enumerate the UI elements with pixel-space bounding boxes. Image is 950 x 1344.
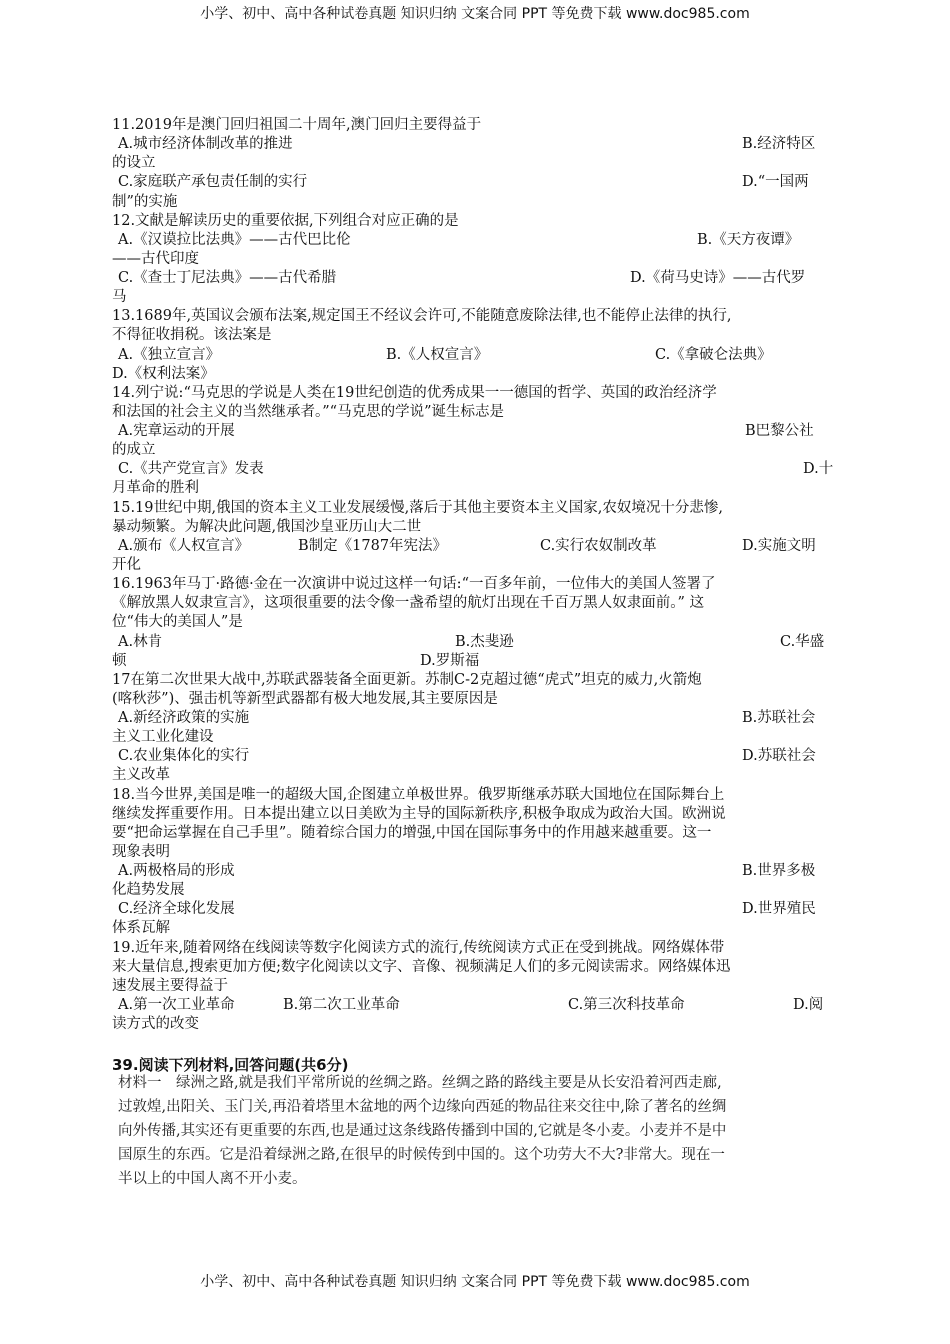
question-text: 18.当今世界,美国是唯一的超级大国,企图建立单极世界。俄罗斯继承苏联大国地位在国际舞台上 xyxy=(112,786,725,803)
answer-option: D.世界殖民 xyxy=(742,901,816,918)
question-text: 15.19世纪中期,俄国的资本主义工业发展缓慢,落后于其他主要资本主义国家,农奴境况十分悲惨, xyxy=(112,499,723,516)
question-text: 月革命的胜利 xyxy=(112,480,199,497)
question-text: ——古代印度 xyxy=(112,250,199,267)
answer-option: D.罗斯福 xyxy=(420,652,480,669)
answer-option: A.《独立宣言》 xyxy=(118,346,221,363)
answer-option: B.经济特区 xyxy=(742,136,816,153)
question-text: 马 xyxy=(112,289,127,306)
answer-option: A.宪章运动的开展 xyxy=(118,423,235,440)
question-39-title: 39.阅读下列材料,回答问题(共6分) xyxy=(112,1056,349,1074)
material-line: 向外传播,其实还有更重要的东西,也是通过这条线路传播到中国的,它就是冬小麦。小麦并不是中 xyxy=(118,1123,727,1139)
question-text: 化趋势发展 xyxy=(112,882,185,899)
answer-option: A.城市经济体制改革的推进 xyxy=(118,136,293,153)
question-text: 主义改革 xyxy=(112,767,170,784)
question-text: 不得征收捐税。该法案是 xyxy=(112,327,272,344)
material-line: 过敦煌,出阳关、玉门关,再沿着塔里木盆地的两个边缘向西延的物品往来交往中,除了著名的丝绸 xyxy=(118,1099,727,1115)
answer-option: B巴黎公社 xyxy=(745,423,814,440)
question-text: 11.2019年是澳门回归祖国二十周年,澳门回归主要得益于 xyxy=(112,117,482,133)
answer-option: B.《天方夜谭》 xyxy=(697,231,800,248)
question-text: 的设立 xyxy=(112,155,156,172)
answer-option: B.苏联社会 xyxy=(742,710,816,727)
answer-option: D.《荷马史诗》——古代罗 xyxy=(630,270,806,287)
material-line: 半以上的中国人离不开小麦。 xyxy=(118,1171,307,1187)
question-text: 暴动频繁。为解决此问题,俄国沙皇亚历山大二世 xyxy=(112,518,422,535)
answer-option: A.颁布《人权宣言》 xyxy=(118,537,250,554)
question-text: 现象表明 xyxy=(112,843,170,860)
question-text: 13.1689年,英国议会颁布法案,规定国王不经议会许可,不能随意废除法律,也不能停止法律的执行, xyxy=(112,308,732,325)
answer-option: D.《权利法案》 xyxy=(112,365,215,382)
answer-option: A.林肯 xyxy=(118,633,163,650)
question-text: 和法国的社会主义的当然继承者。”“马克思的学说”诞生标志是 xyxy=(112,403,504,420)
question-text: 《解放黑人奴隶宣言》，这项很重要的法令像一盏希望的航灯出现在千百万黑人奴隶面前。” 这 xyxy=(112,595,705,612)
material-line: 国原生的东西。它是沿着绿洲之路,在很早的时候传到中国的。这个功劳大不大?非常大。现在一 xyxy=(118,1147,725,1163)
question-text: 位“伟大的美国人”是 xyxy=(112,614,243,631)
question-text: 17在第二次世果大战中,苏联武器装备全面更新。苏制C-2克超过德“虎式”坦克的威力,火箭炮 xyxy=(112,671,702,688)
answer-option: C.农业集体化的实行 xyxy=(118,748,250,765)
question-text: (喀秋莎”)、强击机等新型武器都有极大地发展,其主要原因是 xyxy=(112,690,498,707)
page-footer: 小学、初中、高中各种试卷真题 知识归纳 文案合同 PPT 等免费下载 www.doc985.com xyxy=(200,1274,750,1290)
page-header: 小学、初中、高中各种试卷真题 知识归纳 文案合同 PPT 等免费下载 www.doc985.com xyxy=(200,6,750,22)
answer-option: C.《共产党宣言》发表 xyxy=(118,461,264,478)
question-text: 速发展主要得益于 xyxy=(112,977,228,994)
answer-option: A.第一次工业革命 xyxy=(118,996,235,1013)
answer-option: D.“一国两 xyxy=(742,174,809,191)
question-text: 12.文献是解读历史的重要依据,下列组合对应正确的是 xyxy=(112,212,459,229)
answer-option: D.苏联社会 xyxy=(742,748,816,765)
question-text: 要“把命运掌握在自己手里”。随着综合国力的增强,中国在国际事务中的作用越来越重要。这一 xyxy=(112,824,712,841)
question-text: 的成立 xyxy=(112,442,156,459)
question-text: 来大量信息,搜索更加方便;数字化阅读以文字、音像、视频满足人们的多元阅读需求。网络媒体迅 xyxy=(112,958,731,975)
question-text: 制”的实施 xyxy=(112,193,178,210)
answer-option: D.实施文明 xyxy=(742,537,816,554)
answer-option: C.经济全球化发展 xyxy=(118,901,235,918)
question-text: 19.近年来,随着网络在线阅读等数字化阅读方式的流行,传统阅读方式正在受到挑战。网络媒体带 xyxy=(112,939,725,956)
question-text: 开化 xyxy=(112,556,141,573)
question-text: 16.1963年马丁·路德·金在一次演讲中说过这样一句话:“一百多年前，一位伟大的美国人签署了 xyxy=(112,576,716,593)
answer-option: C.《拿破仑法典》 xyxy=(655,346,772,363)
answer-option: B.第二次工业革命 xyxy=(283,996,400,1013)
answer-option: A.《汉谟拉比法典》——古代巴比伦 xyxy=(118,231,351,248)
answer-option: D.十 xyxy=(803,461,834,478)
question-39-material xyxy=(118,1071,726,1191)
answer-option: C.实行农奴制改革 xyxy=(540,537,657,554)
answer-option: 顿 xyxy=(112,652,127,669)
question-text: 14.列宁说:“马克思的学说是人类在19世纪创造的优秀成果一一德国的哲学、英国的政治经济学 xyxy=(112,384,717,401)
answer-option: C.华盛 xyxy=(780,633,825,650)
answer-option: B制定《1787年宪法》 xyxy=(298,537,448,554)
question-text: 体系瓦解 xyxy=(112,920,170,937)
answer-option: C.《查士丁尼法典》——古代希腊 xyxy=(118,270,337,287)
answer-option: B.杰斐逊 xyxy=(455,633,514,650)
material-line: 材料一 绿洲之路,就是我们平常所说的丝绸之路。丝绸之路的路线主要是从长安沿着河西走廊, xyxy=(118,1075,722,1091)
question-text: 主义工业化建设 xyxy=(112,729,214,746)
answer-option: D.阅 xyxy=(793,996,824,1013)
answer-option: B.《人权宣言》 xyxy=(386,346,489,363)
answer-option: B.世界多极 xyxy=(742,863,816,880)
answer-option: A.新经济政策的实施 xyxy=(118,710,250,727)
question-text: 读方式的改变 xyxy=(112,1016,199,1033)
answer-option: C.家庭联产承包责任制的实行 xyxy=(118,174,308,191)
answer-option: A.两极格局的形成 xyxy=(118,863,235,880)
question-text: 继续发挥重要作用。日本提出建立以日美欧为主导的国际新秩序,积极争取成为政治大国。欧洲说 xyxy=(112,805,726,822)
answer-option: C.第三次科技革命 xyxy=(568,996,685,1013)
